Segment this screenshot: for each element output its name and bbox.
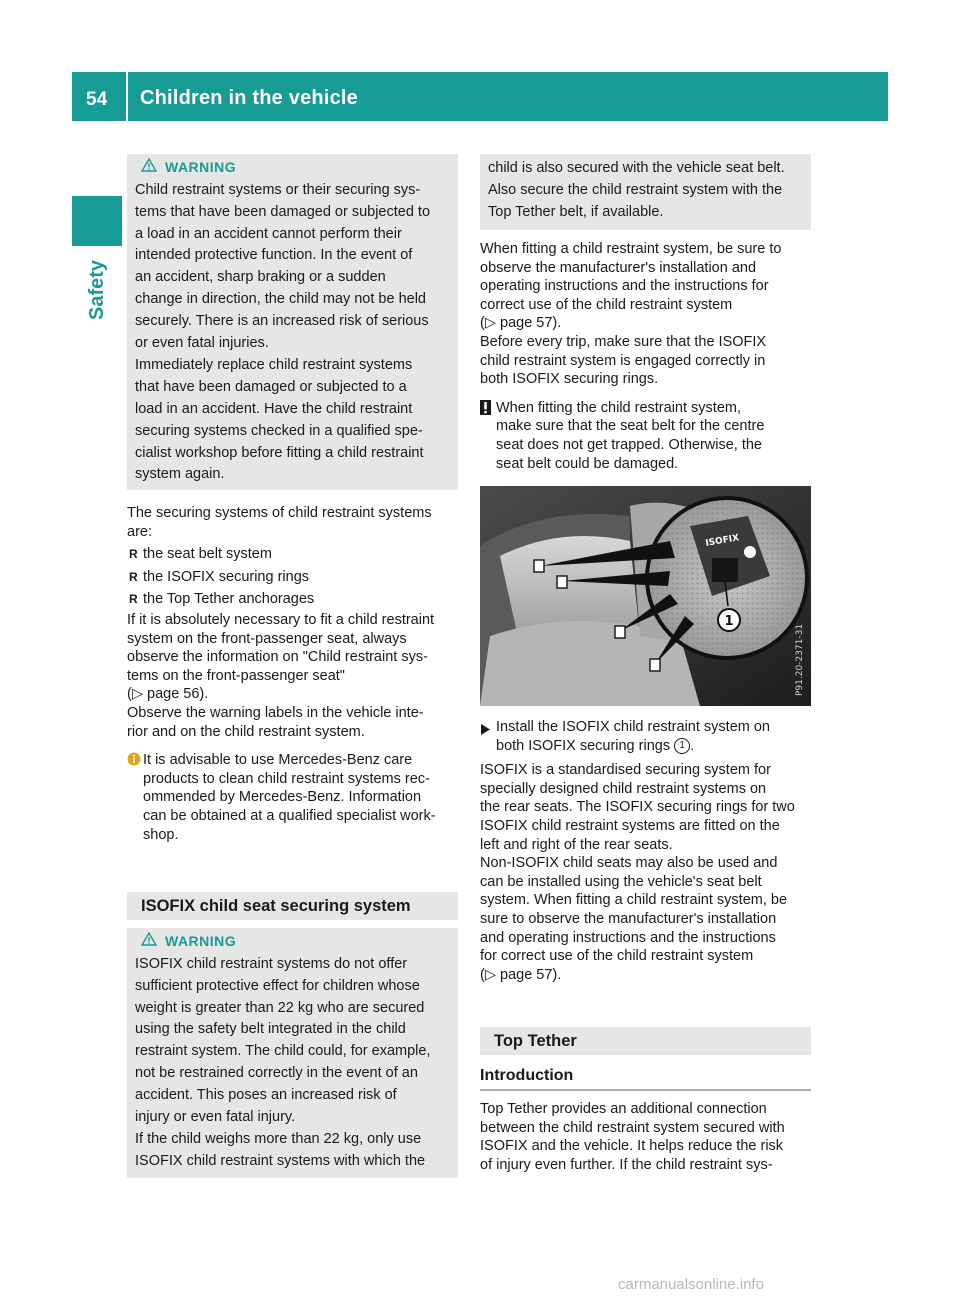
text-line: ommended by Mercedes-Benz. Information (143, 789, 422, 806)
isofix-paragraph (480, 761, 812, 854)
text-line: change in direction, the child may not be held (135, 290, 426, 307)
text-line: the rear seats. The ISOFIX securing rings for two (480, 799, 795, 816)
text-line: using the safety belt integrated in the child (135, 1021, 406, 1038)
info-icon (127, 752, 141, 772)
warning-triangle-icon (141, 157, 157, 179)
text-line: tems that have been damaged or subjected to (135, 203, 431, 220)
instruction-step (480, 718, 812, 755)
info-note (127, 751, 459, 844)
page-reference-link[interactable]: (▷ page 57). (480, 315, 562, 332)
text-line: observe the manufacturer's installation and (480, 259, 757, 276)
warning-box-continued (480, 154, 811, 230)
text-line: specially designed child restraint systems on (480, 780, 767, 797)
text-line: a load in an accident cannot perform their (135, 225, 402, 242)
text-line: Top Tether provides an additional connection (480, 1101, 767, 1117)
page-reference-link[interactable]: (▷ page 57). (480, 966, 562, 983)
text-line: Also secure the child restraint system with the (488, 181, 783, 198)
section-heading-top-tether: Top Tether (480, 1027, 811, 1055)
warning-heading (135, 930, 450, 954)
securing-list (127, 543, 459, 611)
text-line: sure to observe the manufacturer's installation (480, 910, 777, 927)
list-item: R the seat belt system (127, 543, 459, 566)
page-number: 54 (86, 89, 108, 110)
text-line: correct use of the child restraint system (480, 296, 733, 313)
text-line: injury or even fatal injury. (135, 1108, 296, 1125)
text-line: that have been damaged or subjected to a (135, 379, 407, 396)
text-line: for correct use of the child restraint system (480, 948, 754, 965)
text-line: system. When fitting a child restraint system, be (480, 892, 788, 909)
warning-box-2 (127, 928, 458, 1178)
text-line: child restraint system is engaged correctly in (480, 352, 766, 369)
text-line: seat belt could be damaged. (496, 455, 679, 472)
text-line: Observe the warning labels in the vehicle inte- (127, 704, 424, 721)
text-line: ISOFIX is a standardised securing system for (480, 762, 771, 779)
text-line: left and right of the rear seats. (480, 836, 673, 853)
text-line: are: (127, 523, 152, 540)
text-line: ISOFIX child restraint systems are fitted on the (480, 817, 780, 834)
side-section-label: Safety (86, 259, 108, 320)
page-reference-link[interactable]: (▷ page 56). (127, 686, 209, 703)
text-line: When fitting a child restraint system, be sure to (480, 241, 782, 257)
subsection-rule (480, 1089, 811, 1091)
warning-text-1 (135, 180, 450, 354)
text-line: The securing systems of child restraint systems (127, 505, 432, 521)
header-separator (126, 72, 128, 121)
text-line: Install the ISOFIX child restraint system on (496, 719, 770, 735)
non-isofix-paragraph (480, 854, 812, 984)
rear-seat-illustration (480, 486, 811, 706)
action-arrow-icon (480, 722, 490, 741)
warning-text-2 (135, 1129, 450, 1173)
text-line: Child restraint systems or their securing sys- (135, 182, 421, 198)
text-line: tems on the front-passenger seat" (127, 667, 345, 684)
list-item: R the Top Tether anchorages (127, 588, 459, 611)
text-line: securing systems checked in a qualified spe- (135, 422, 423, 439)
photo-callout-1: 1 (724, 614, 734, 629)
text-line: or even fatal injuries. (135, 334, 269, 351)
front-seat-paragraph (127, 611, 459, 704)
text-line: of injury even further. If the child restraint sys- (480, 1156, 773, 1173)
top-tether-paragraph (480, 1100, 812, 1174)
right-body-upper (480, 240, 812, 473)
text-line: and operating instructions and the instructions (480, 929, 776, 946)
text-line: ISOFIX child restraint systems do not offer (135, 956, 408, 972)
text-line: can be obtained at a qualified specialist work- (143, 807, 436, 824)
text-line: ISOFIX child restraint systems with which the (135, 1153, 426, 1170)
text-line: make sure that the seat belt for the centre (496, 418, 765, 435)
fitting-paragraph (480, 240, 812, 333)
subsection-heading-introduction: Introduction (480, 1067, 574, 1084)
text-line: sufficient protective effect for children whose (135, 977, 420, 994)
text-line: accident. This poses an increased risk of (135, 1086, 397, 1103)
text-line: ISOFIX and the vehicle. It helps reduce the risk (480, 1138, 784, 1155)
text-line: system again. (135, 466, 225, 483)
list-item: R the ISOFIX securing rings (127, 566, 459, 589)
warning-triangle-icon (141, 931, 157, 953)
labels-paragraph (127, 704, 459, 741)
exclamation-icon (480, 400, 491, 421)
text-line: securely. There is an increased risk of serious (135, 312, 429, 329)
text-line: between the child restraint system secured with (480, 1119, 785, 1136)
text-line: not be restrained correctly in the event of an (135, 1064, 418, 1081)
warning-text-1 (135, 954, 450, 1128)
text-line: When fitting the child restraint system, (496, 399, 741, 416)
isofix-seat-photo (480, 486, 811, 706)
section-heading-isofix: ISOFIX child seat securing system (127, 892, 458, 920)
side-tab-marker (72, 196, 122, 246)
text-line: Top Tether belt, if available. (488, 203, 664, 220)
text-line: an accident, sharp braking or a sudden (135, 269, 386, 286)
text-line: weight is greater than 22 kg who are secured (135, 999, 425, 1016)
isofix-badge-text: ISOFIX (704, 533, 740, 549)
photo-code: P91.20-2371-31 (795, 623, 805, 696)
callout-1-icon: 1 (674, 738, 690, 754)
text-line: It is advisable to use Mercedes-Benz care (143, 752, 413, 769)
right-body-lower (480, 718, 812, 984)
text-line: Before every trip, make sure that the ISOFIX (480, 333, 767, 350)
left-body (127, 504, 459, 844)
caution-note (480, 399, 812, 473)
text-line: both ISOFIX securing rings. (480, 371, 659, 388)
text-line: observe the information on "Child restraint sys- (127, 649, 428, 666)
text-line: child is also secured with the vehicle seat belt. (488, 160, 785, 176)
warning-box-1 (127, 154, 458, 490)
text-line: can be installed using the vehicle's seat belt (480, 873, 762, 890)
text-line: If it is absolutely necessary to fit a child restraint (127, 611, 435, 628)
footer-watermark-url[interactable]: carmanualsonline.info (618, 1276, 764, 1293)
warning-text-2 (135, 355, 450, 486)
warning-heading-text: WARNING (165, 159, 237, 176)
trip-paragraph (480, 333, 812, 389)
page-title: Children in the vehicle (140, 87, 358, 109)
warning-heading (135, 156, 450, 180)
text-line: operating instructions and the instructions for (480, 278, 769, 295)
text-line: shop. (143, 826, 179, 843)
text-line: cialist workshop before fitting a child restraint (135, 444, 424, 461)
text-line: seat does not get trapped. Otherwise, the (496, 436, 762, 453)
text-line: intended protective function. In the event of (135, 247, 413, 264)
text-line: restraint system. The child could, for example, (135, 1043, 431, 1060)
text-line: system on the front-passenger seat, always (127, 630, 407, 647)
step-text: both ISOFIX securing rings (496, 737, 671, 754)
text-line: Non-ISOFIX child seats may also be used and (480, 855, 778, 872)
text-line: load in an accident. Have the child restraint (135, 400, 413, 417)
text-line: Immediately replace child restraint systems (135, 357, 413, 374)
warning-heading-text: WARNING (165, 933, 237, 950)
text-line: products to clean child restraint systems rec- (143, 770, 430, 787)
text-line: rior and on the child restraint system. (127, 723, 365, 740)
text-line: both ISOFIX securing rings 1 . (496, 737, 695, 754)
text-line: If the child weighs more than 22 kg, only use (135, 1131, 422, 1148)
